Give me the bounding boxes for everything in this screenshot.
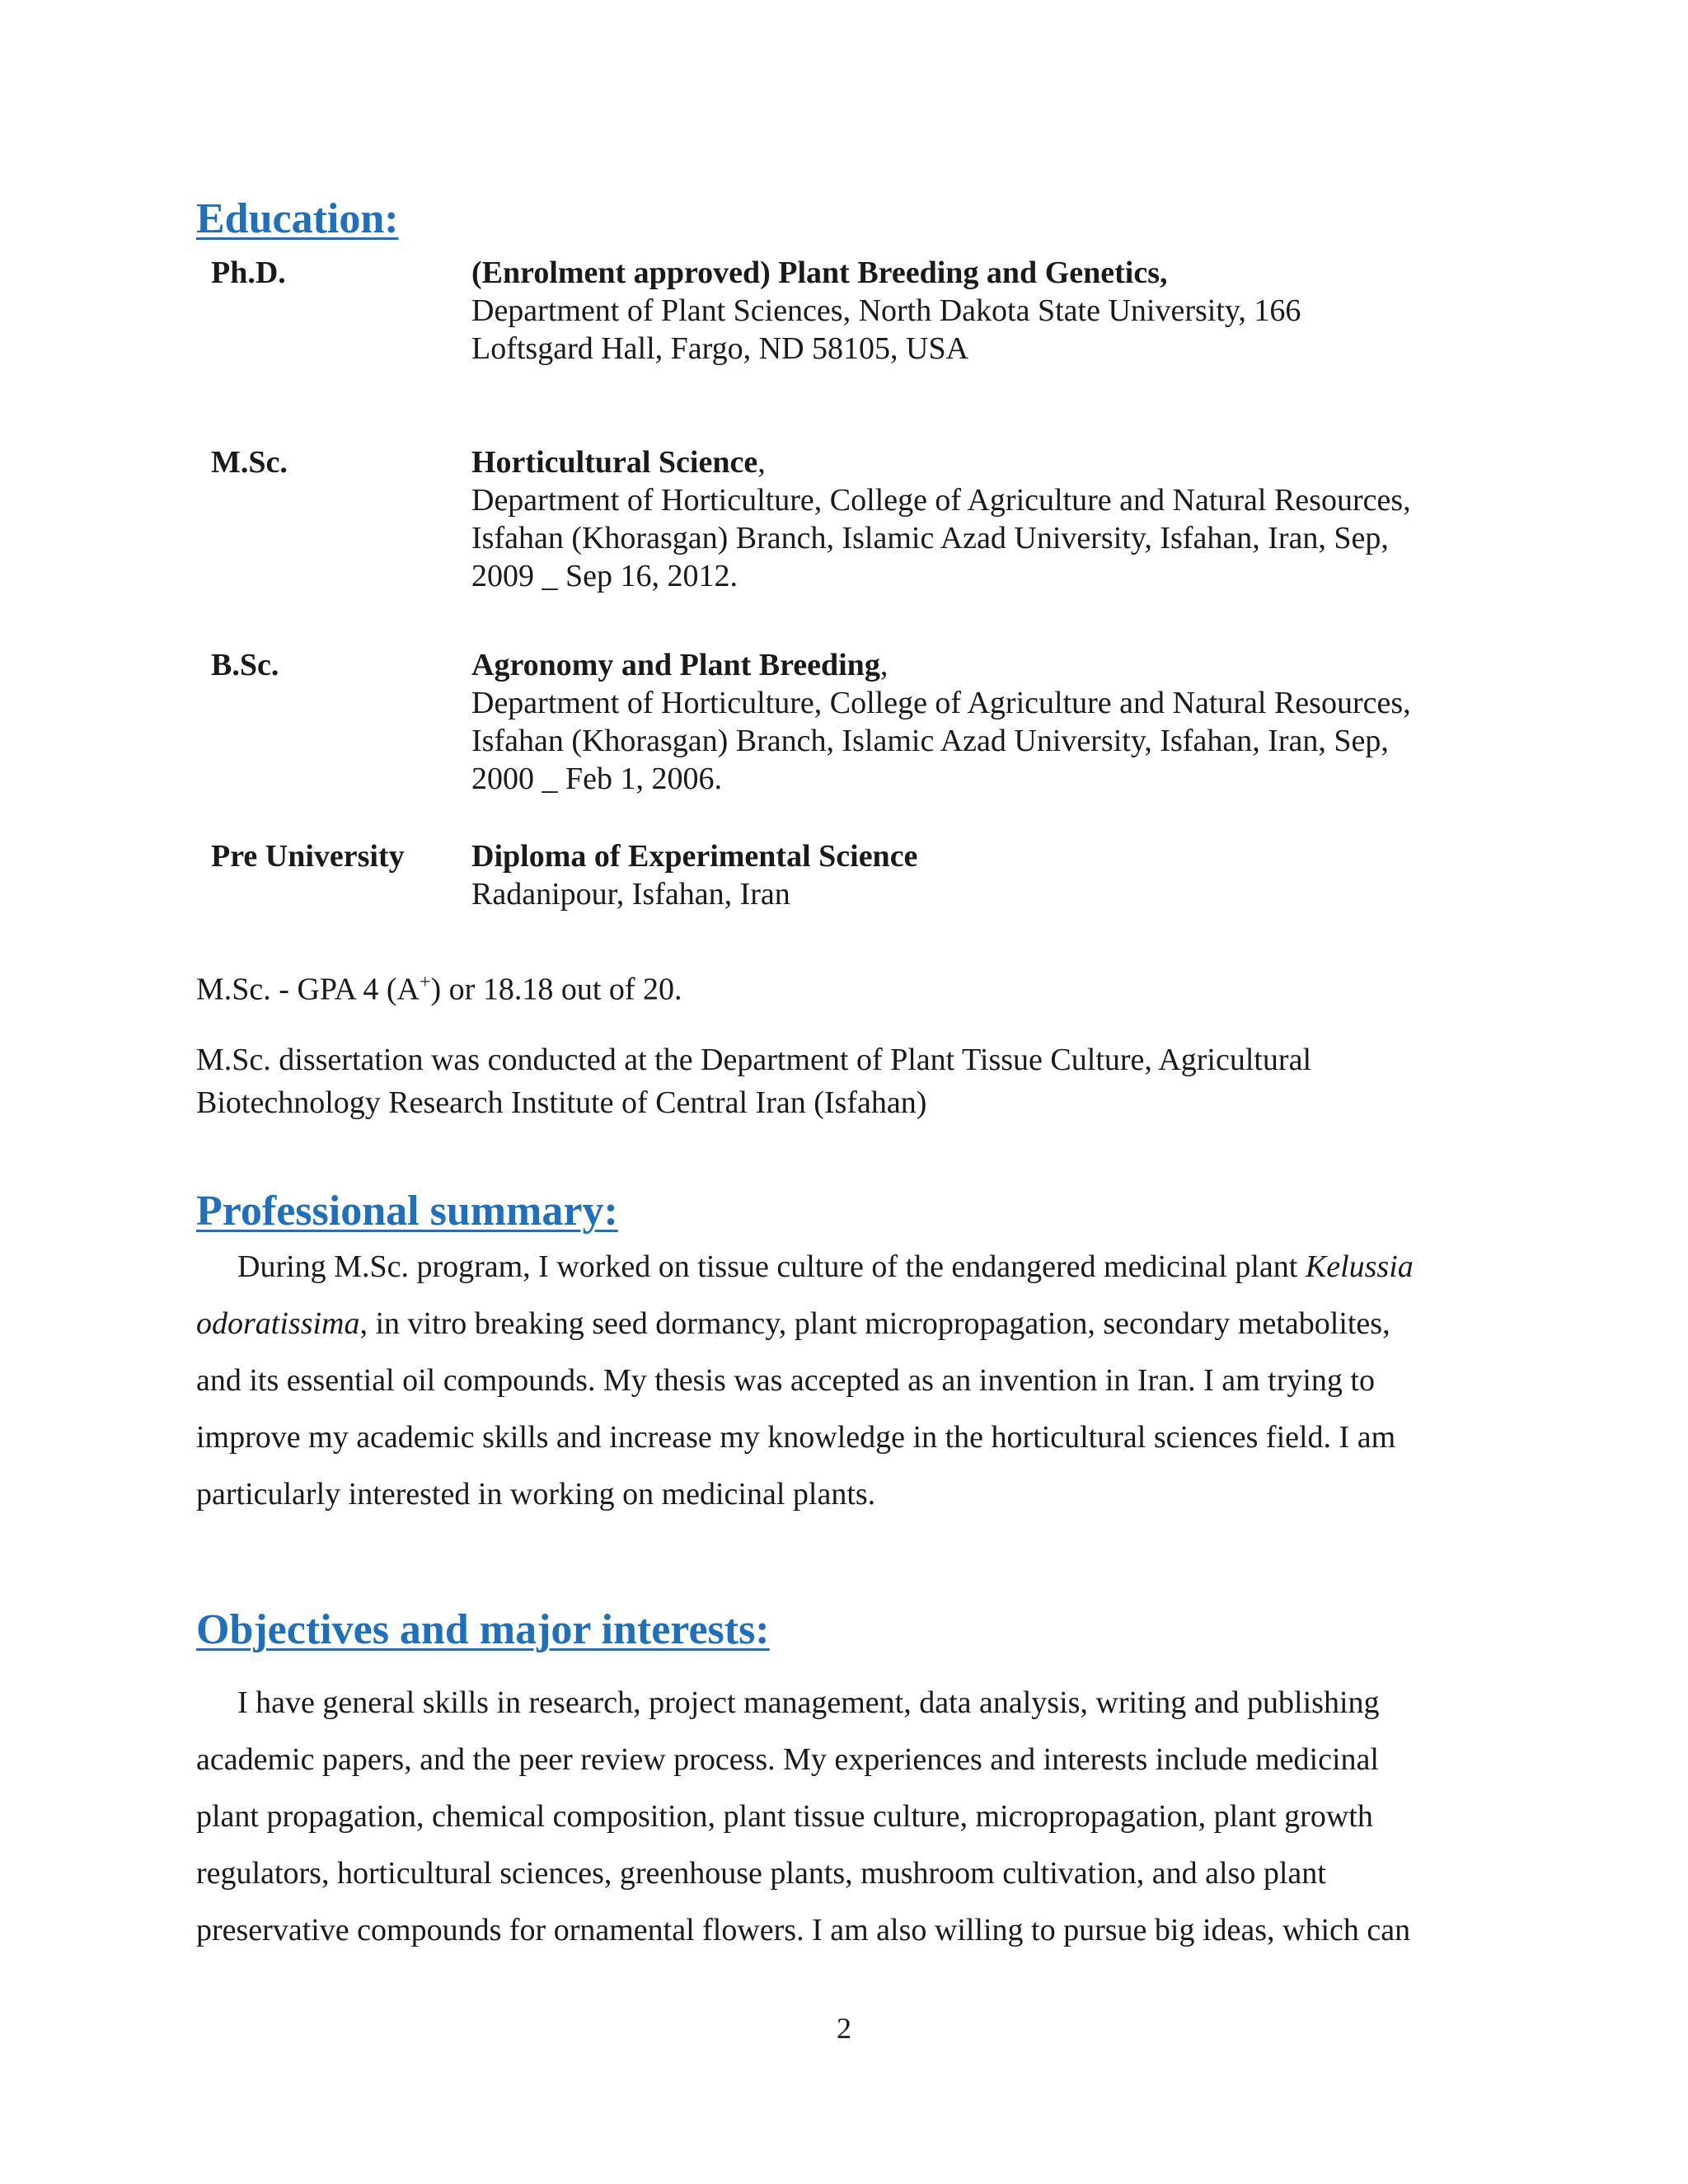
education-heading: Education: <box>196 195 399 242</box>
professional-summary-heading: Professional summary: <box>196 1188 618 1235</box>
education-entry-msc <box>471 443 1510 595</box>
objectives-heading: Objectives and major interests: <box>196 1606 770 1653</box>
degree-detail-line: Loftsgard Hall, Fargo, ND 58105, USA <box>471 331 969 366</box>
education-entry-phd <box>471 254 1510 368</box>
degree-title: Agronomy and Plant Breeding <box>471 648 880 682</box>
degree-label-pre-university: Pre University <box>211 839 405 874</box>
gpa-line: M.Sc. - GPA 4 (A+) or 18.18 out of 20. <box>196 972 682 1007</box>
degree-title-suffix: , <box>757 445 766 480</box>
degree-detail-line: Department of Horticulture, College of Agriculture and Natural Resources, <box>471 483 1411 518</box>
degree-detail-line: Department of Horticulture, College of Agriculture and Natural Resources, <box>471 686 1411 720</box>
degree-title: Diploma of Experimental Science <box>471 839 918 874</box>
degree-detail-line: 2009 _ Sep 16, 2012. <box>471 559 738 593</box>
objectives-paragraph: I have general skills in research, project management, data analysis, writing and publishing academic papers, and the peer review process. My experiences and interests include medicinal plant propagation, chemical composition, plant tissue culture, micropropagation, plant growth regulators, horticultural sciences, greenhouse plants, mushroom cultivation, and also plant preservative compounds for ornamental flowers. I am also willing to pursue big ideas, which can <box>196 1685 1411 1947</box>
dissertation-paragraph: M.Sc. dissertation was conducted at the Department of Plant Tissue Culture, Agricultural Biotechnology Research Institute of Central Iran (Isfahan) <box>196 1043 1312 1120</box>
education-entry-bsc <box>471 646 1510 798</box>
degree-detail-line: 2000 _ Feb 1, 2006. <box>471 762 722 796</box>
degree-detail-line: Isfahan (Khorasgan) Branch, Islamic Azad University, Isfahan, Iran, Sep, <box>471 724 1389 758</box>
degree-title: Horticultural Science <box>471 445 758 480</box>
degree-label-bsc: B.Sc. <box>211 648 279 682</box>
degree-title-suffix: , <box>879 648 889 682</box>
degree-label-phd: Ph.D. <box>211 255 286 290</box>
degree-detail-line: Isfahan (Khorasgan) Branch, Islamic Azad University, Isfahan, Iran, Sep, <box>471 521 1389 555</box>
professional-summary-paragraph: During M.Sc. program, I worked on tissue culture of the endangered medicinal plant Kelussia odoratissima, in vitro breaking seed dormancy, plant micropropagation, secondary metabolites, and its essential oil compounds. My thesis was accepted as an invention in Iran. I am trying to improve my academic skills and increase my knowledge in the horticultural sciences field. I am particularly interested in working on medicinal plants. <box>196 1249 1414 1511</box>
degree-title: (Enrolment approved) Plant Breeding and Genetics, <box>471 255 1168 290</box>
degree-detail-line: Radanipour, Isfahan, Iran <box>471 877 790 912</box>
education-entry-pre-university <box>471 837 1510 913</box>
degree-detail-line: Department of Plant Sciences, North Dakota State University, 166 <box>471 293 1301 328</box>
page-number: 2 <box>837 2012 851 2045</box>
degree-label-msc: M.Sc. <box>211 445 288 480</box>
